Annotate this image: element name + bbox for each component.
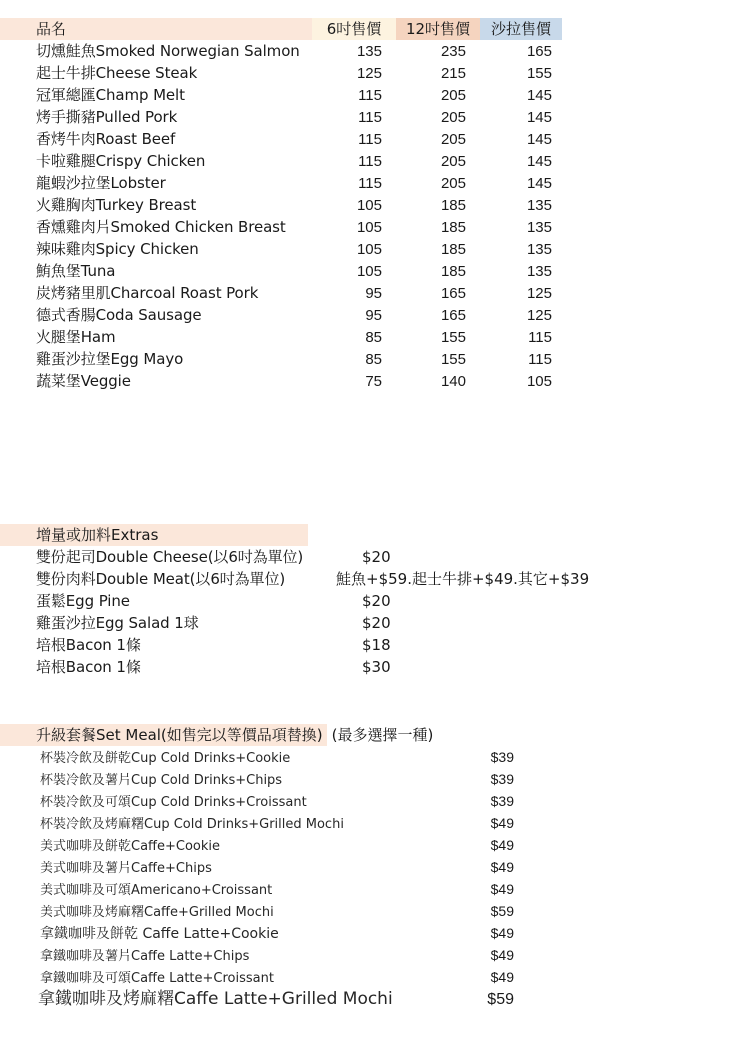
table-row (0, 40, 730, 62)
product-name: 鮪魚堡Tuna (36, 262, 116, 280)
set-meal-item-name: 美式咖啡及薯片Caffe+Chips (40, 861, 212, 876)
extras-item-price: $20 (362, 614, 391, 632)
price-12inch: 185 (440, 263, 466, 280)
extras-item-name: 培根Bacon 1條 (36, 636, 141, 654)
price-salad: 135 (526, 197, 552, 214)
table-row (0, 62, 730, 84)
set-meal-item-name: 杯裝冷飲及餅乾Cup Cold Drinks+Cookie (40, 751, 291, 766)
price-6inch: 105 (356, 241, 382, 258)
price-12inch: 185 (440, 219, 466, 236)
set-meal-item-name: 杯裝冷飲及薯片Cup Cold Drinks+Chips (40, 773, 283, 788)
table-row (0, 348, 730, 370)
product-name: 蔬菜堡Veggie (36, 372, 131, 390)
product-name: 烤手撕豬Pulled Pork (36, 108, 178, 126)
price-6inch: 85 (365, 329, 382, 346)
set-meal-row (0, 900, 730, 922)
product-name: 冠軍總匯Champ Melt (36, 86, 185, 104)
table-header-row (0, 18, 730, 40)
set-meal-item-price: $49 (490, 881, 514, 897)
price-salad: 155 (526, 65, 552, 82)
product-name: 起士牛排Cheese Steak (36, 64, 198, 82)
extras-heading-label: 增量或加料Extras (0, 524, 308, 546)
set-meal-row (0, 988, 730, 1010)
set-meal-heading-note: (最多選擇一種) (331, 726, 434, 744)
price-6inch: 115 (358, 175, 382, 192)
price-salad: 125 (526, 285, 552, 302)
product-rows (0, 40, 730, 392)
price-12inch: 205 (440, 175, 466, 192)
set-meal-item-name: 杯裝冷飲及烤麻糬Cup Cold Drinks+Grilled Mochi (40, 817, 344, 832)
price-salad: 135 (526, 219, 552, 236)
price-salad: 135 (526, 263, 552, 280)
set-meal-item-price: $49 (490, 815, 514, 831)
set-meal-row (0, 768, 730, 790)
price-salad: 125 (526, 307, 552, 324)
product-name: 香燻雞肉片Smoked Chicken Breast (36, 218, 286, 236)
extras-rows (0, 546, 730, 678)
price-6inch: 95 (365, 307, 382, 324)
price-12inch: 235 (440, 43, 466, 60)
product-price-table (0, 18, 730, 392)
table-row (0, 150, 730, 172)
price-12inch: 205 (440, 153, 466, 170)
set-meal-section-heading (0, 724, 730, 746)
price-6inch: 95 (365, 285, 382, 302)
set-meal-rows (0, 746, 730, 1010)
price-salad: 145 (526, 109, 552, 126)
table-row (0, 128, 730, 150)
table-row (0, 238, 730, 260)
price-12inch: 185 (440, 241, 466, 258)
extras-row (0, 656, 730, 678)
extras-item-price: $20 (362, 548, 391, 566)
price-6inch: 115 (358, 109, 382, 126)
set-meal-item-name: 杯裝冷飲及可頌Cup Cold Drinks+Croissant (40, 795, 307, 810)
price-12inch: 165 (440, 285, 466, 302)
product-name: 火雞胸肉Turkey Breast (36, 196, 197, 214)
set-meal-row (0, 834, 730, 856)
price-12inch: 215 (440, 65, 466, 82)
set-meal-item-price: $49 (490, 969, 514, 985)
set-meal-row (0, 746, 730, 768)
price-12inch: 155 (440, 351, 466, 368)
price-salad: 135 (526, 241, 552, 258)
extras-section (0, 524, 730, 678)
price-6inch: 105 (356, 197, 382, 214)
product-name: 辣味雞肉Spicy Chicken (36, 240, 199, 258)
product-name: 火腿堡Ham (36, 328, 116, 346)
price-6inch: 115 (358, 153, 382, 170)
set-meal-row (0, 790, 730, 812)
set-meal-row (0, 856, 730, 878)
price-salad: 145 (526, 175, 552, 192)
set-meal-item-price: $59 (490, 903, 514, 919)
set-meal-item-price: $49 (490, 925, 514, 941)
price-12inch: 155 (440, 329, 466, 346)
price-12inch: 205 (440, 87, 466, 104)
set-meal-item-price: $39 (490, 771, 514, 787)
table-row (0, 282, 730, 304)
set-meal-row (0, 922, 730, 944)
price-6inch: 125 (356, 65, 382, 82)
price-6inch: 105 (356, 219, 382, 236)
price-12inch: 140 (440, 373, 466, 390)
price-6inch: 105 (356, 263, 382, 280)
price-salad: 105 (526, 373, 552, 390)
table-row (0, 106, 730, 128)
extras-item-name: 雞蛋沙拉Egg Salad 1球 (36, 614, 199, 632)
price-6inch: 115 (358, 131, 382, 148)
extras-row (0, 612, 730, 634)
set-meal-item-price: $39 (490, 749, 514, 765)
extras-item-name: 雙份肉料Double Meat(以6吋為單位) (36, 570, 286, 588)
extras-item-price: $30 (362, 658, 391, 676)
extras-row (0, 590, 730, 612)
table-row (0, 194, 730, 216)
column-header-12inch-price: 12吋售價 (396, 18, 480, 40)
set-meal-row (0, 944, 730, 966)
set-meal-item-name: 美式咖啡及可頌Americano+Croissant (40, 883, 273, 898)
set-meal-row (0, 878, 730, 900)
extras-item-name: 蛋鬆Egg Pine (36, 592, 130, 610)
set-meal-section (0, 724, 730, 1010)
extras-item-name: 培根Bacon 1條 (36, 658, 141, 676)
product-name: 炭烤豬里肌Charcoal Roast Pork (36, 284, 259, 302)
price-salad: 145 (526, 153, 552, 170)
extras-row (0, 546, 730, 568)
column-header-6inch-price: 6吋售價 (312, 18, 396, 40)
column-header-name: 品名 (0, 18, 312, 40)
extras-item-price: 鮭魚+$59.起士牛排+$49.其它+$39 (336, 570, 590, 588)
extras-item-price: $20 (362, 592, 391, 610)
set-meal-item-name: 拿鐵咖啡及餅乾 Caffe Latte+Cookie (40, 926, 279, 942)
set-meal-row (0, 966, 730, 988)
price-6inch: 85 (365, 351, 382, 368)
set-meal-item-price: $59 (487, 991, 514, 1008)
set-meal-heading-label: 升級套餐Set Meal(如售完以等價品項替換) (0, 724, 327, 746)
price-6inch: 75 (365, 373, 382, 390)
set-meal-row (0, 812, 730, 834)
price-salad: 165 (526, 43, 552, 60)
price-6inch: 115 (358, 87, 382, 104)
price-12inch: 205 (440, 109, 466, 126)
price-salad: 115 (528, 329, 552, 346)
table-row (0, 326, 730, 348)
table-row (0, 216, 730, 238)
table-row (0, 260, 730, 282)
set-meal-item-price: $49 (490, 859, 514, 875)
product-name: 雞蛋沙拉堡Egg Mayo (36, 350, 184, 368)
set-meal-item-name: 美式咖啡及餅乾Caffe+Cookie (40, 839, 221, 854)
set-meal-item-price: $49 (490, 837, 514, 853)
product-name: 香烤牛肉Roast Beef (36, 130, 176, 148)
price-salad: 145 (526, 87, 552, 104)
table-row (0, 84, 730, 106)
price-12inch: 185 (440, 197, 466, 214)
set-meal-item-price: $39 (490, 793, 514, 809)
product-name: 龍蝦沙拉堡Lobster (36, 174, 166, 192)
extras-row (0, 568, 730, 590)
set-meal-item-name: 美式咖啡及烤麻糬Caffe+Grilled Mochi (40, 905, 274, 920)
table-row (0, 370, 730, 392)
extras-section-heading (0, 524, 730, 546)
product-name: 切燻鮭魚Smoked Norwegian Salmon (36, 42, 300, 60)
table-row (0, 304, 730, 326)
price-salad: 145 (526, 131, 552, 148)
set-meal-item-name: 拿鐵咖啡及可頌Caffe Latte+Croissant (40, 971, 274, 986)
price-salad: 115 (528, 351, 552, 368)
column-header-salad-price: 沙拉售價 (480, 18, 562, 40)
price-12inch: 205 (440, 131, 466, 148)
extras-item-name: 雙份起司Double Cheese(以6吋為單位) (36, 548, 304, 566)
price-12inch: 165 (440, 307, 466, 324)
set-meal-item-price: $49 (490, 947, 514, 963)
price-6inch: 135 (356, 43, 382, 60)
table-row (0, 172, 730, 194)
extras-row (0, 634, 730, 656)
product-name: 德式香腸Coda Sausage (36, 306, 202, 324)
set-meal-item-name: 拿鐵咖啡及薯片Caffe Latte+Chips (40, 949, 250, 964)
product-name: 卡啦雞腿Crispy Chicken (36, 152, 206, 170)
extras-item-price: $18 (362, 636, 391, 654)
set-meal-item-name: 拿鐵咖啡及烤麻糬Caffe Latte+Grilled Mochi (38, 989, 393, 1009)
